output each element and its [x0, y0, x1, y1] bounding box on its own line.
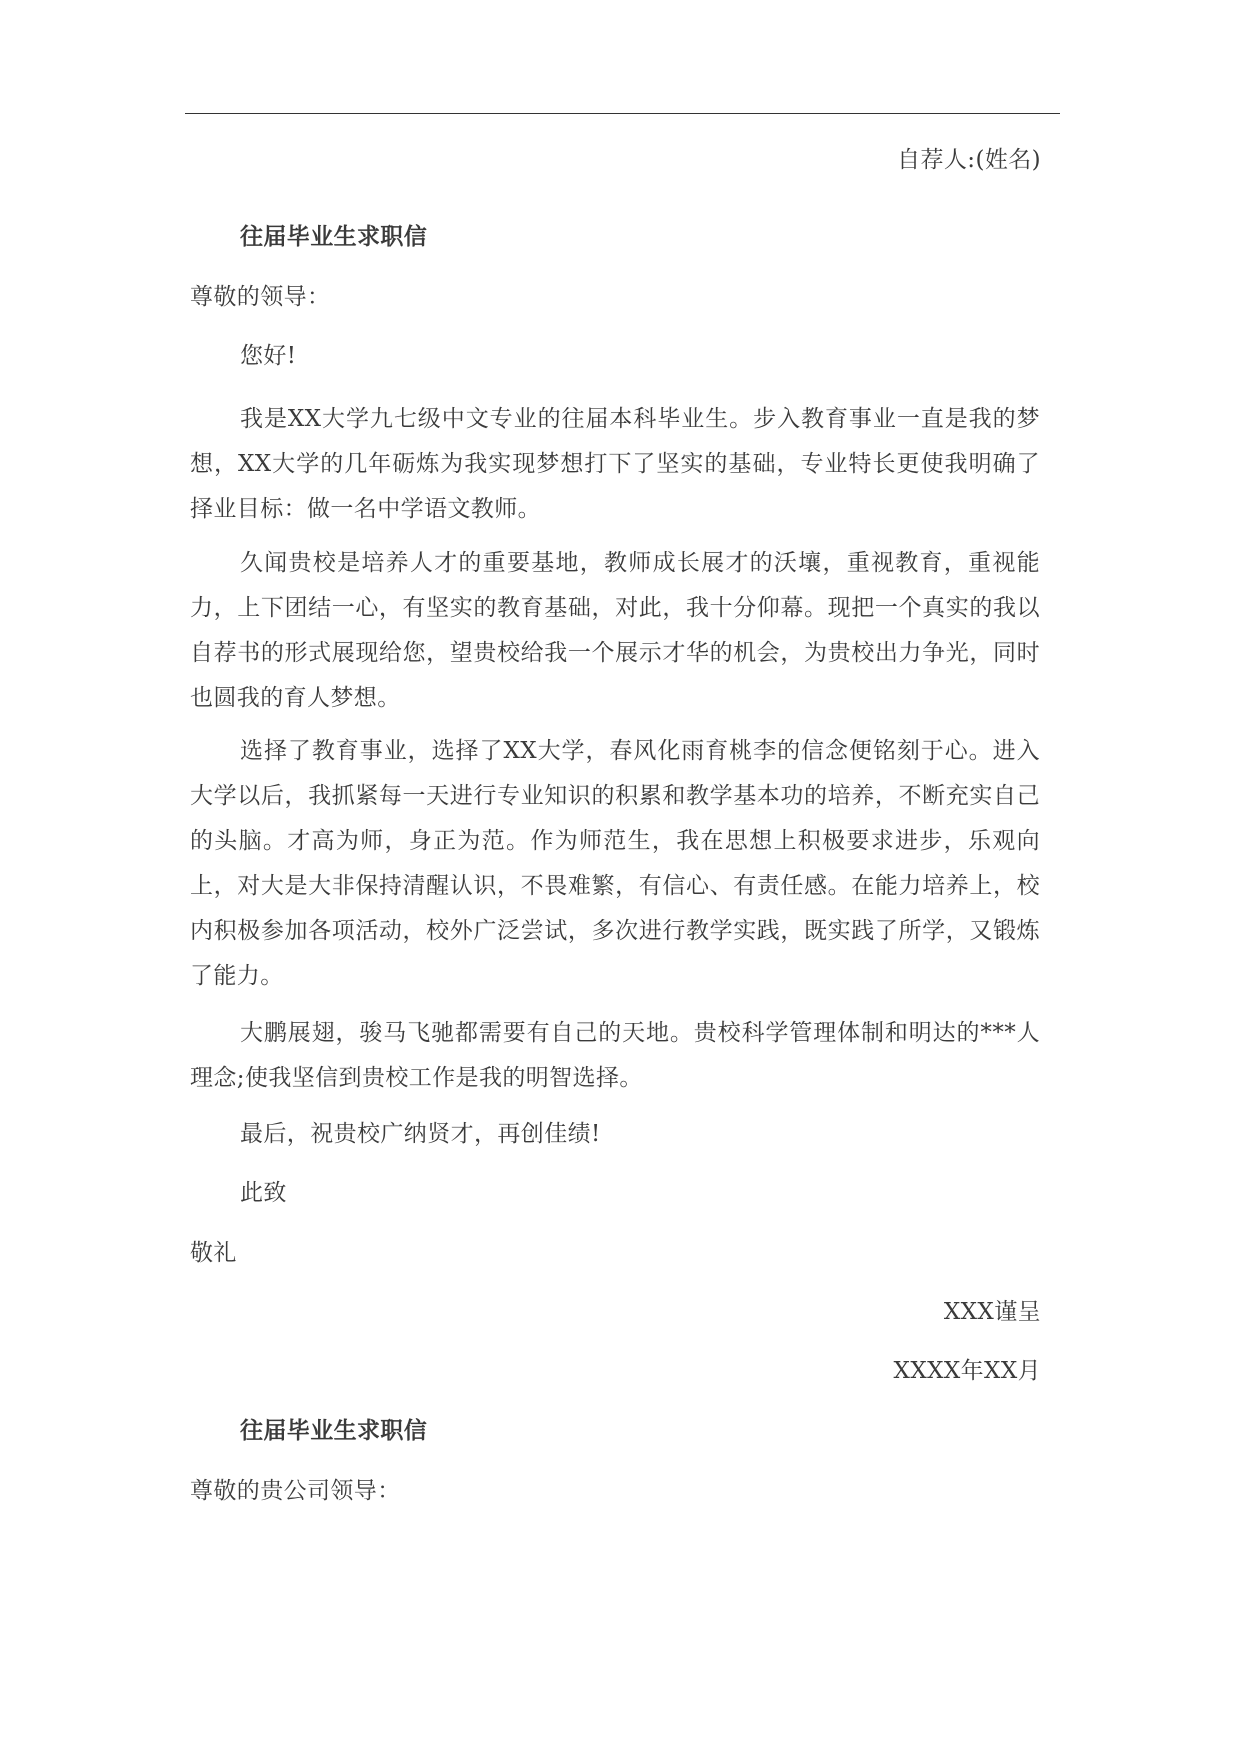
paragraph-1: 我是XX大学九七级中文专业的往届本科毕业生。步入教育事业一直是我的梦想，XX大学的几年砺炼为我实现梦想打下了坚实的基础，专业特长更使我明确了择业目标：做一名中学语文教师。 [190, 406, 1040, 522]
closing-ci-zhi: 此致 [240, 1180, 287, 1206]
closing-wish: 最后，祝贵校广纳贤才，再创佳绩! [240, 1121, 601, 1147]
header-rule [185, 113, 1060, 114]
signature: XXX谨呈 [943, 1299, 1041, 1325]
paragraph-3: 选择了教育事业，选择了XX大学，春风化雨育桃李的信念便铭刻于心。进入大学以后，我抓紧每一天进行专业知识的积累和教学基本功的培养，不断充实自己的头脑。才高为师，身正为范。作为师范生，我在思想上积极要求进步，乐观向上，对大是大非保持清醒认识，不畏难繁，有信心、有责任感。在能力培养上，校内积极参加各项活动，校外广泛尝试，多次进行教学实践，既实践了所学，又锻炼了能力。 [190, 738, 1040, 989]
greeting: 您好! [240, 343, 297, 369]
recommender-name: 自荐人:(姓名) [897, 147, 1041, 173]
letter-title: 往届毕业生求职信 [240, 223, 428, 250]
paragraph-4: 大鹏展翅，骏马飞驰都需要有自己的天地。贵校科学管理体制和明达的***人理念;使我坚信到贵校工作是我的明智选择。 [190, 1020, 1040, 1091]
closing-jing-li: 敬礼 [190, 1240, 237, 1266]
paragraph-2: 久闻贵校是培养人才的重要基地，教师成长展才的沃壤，重视教育，重视能力，上下团结一心，有坚实的教育基础，对此，我十分仰幕。现把一个真实的我以自荐书的形式展现给您，望贵校给我一个展示才华的机会，为贵校出力争光，同时也圆我的育人梦想。 [190, 550, 1040, 711]
letter2-salutation: 尊敬的贵公司领导： [190, 1478, 401, 1504]
date: XXXX年XX月 [893, 1358, 1041, 1384]
salutation: 尊敬的领导： [190, 284, 331, 310]
letter2-title: 往届毕业生求职信 [240, 1417, 428, 1444]
